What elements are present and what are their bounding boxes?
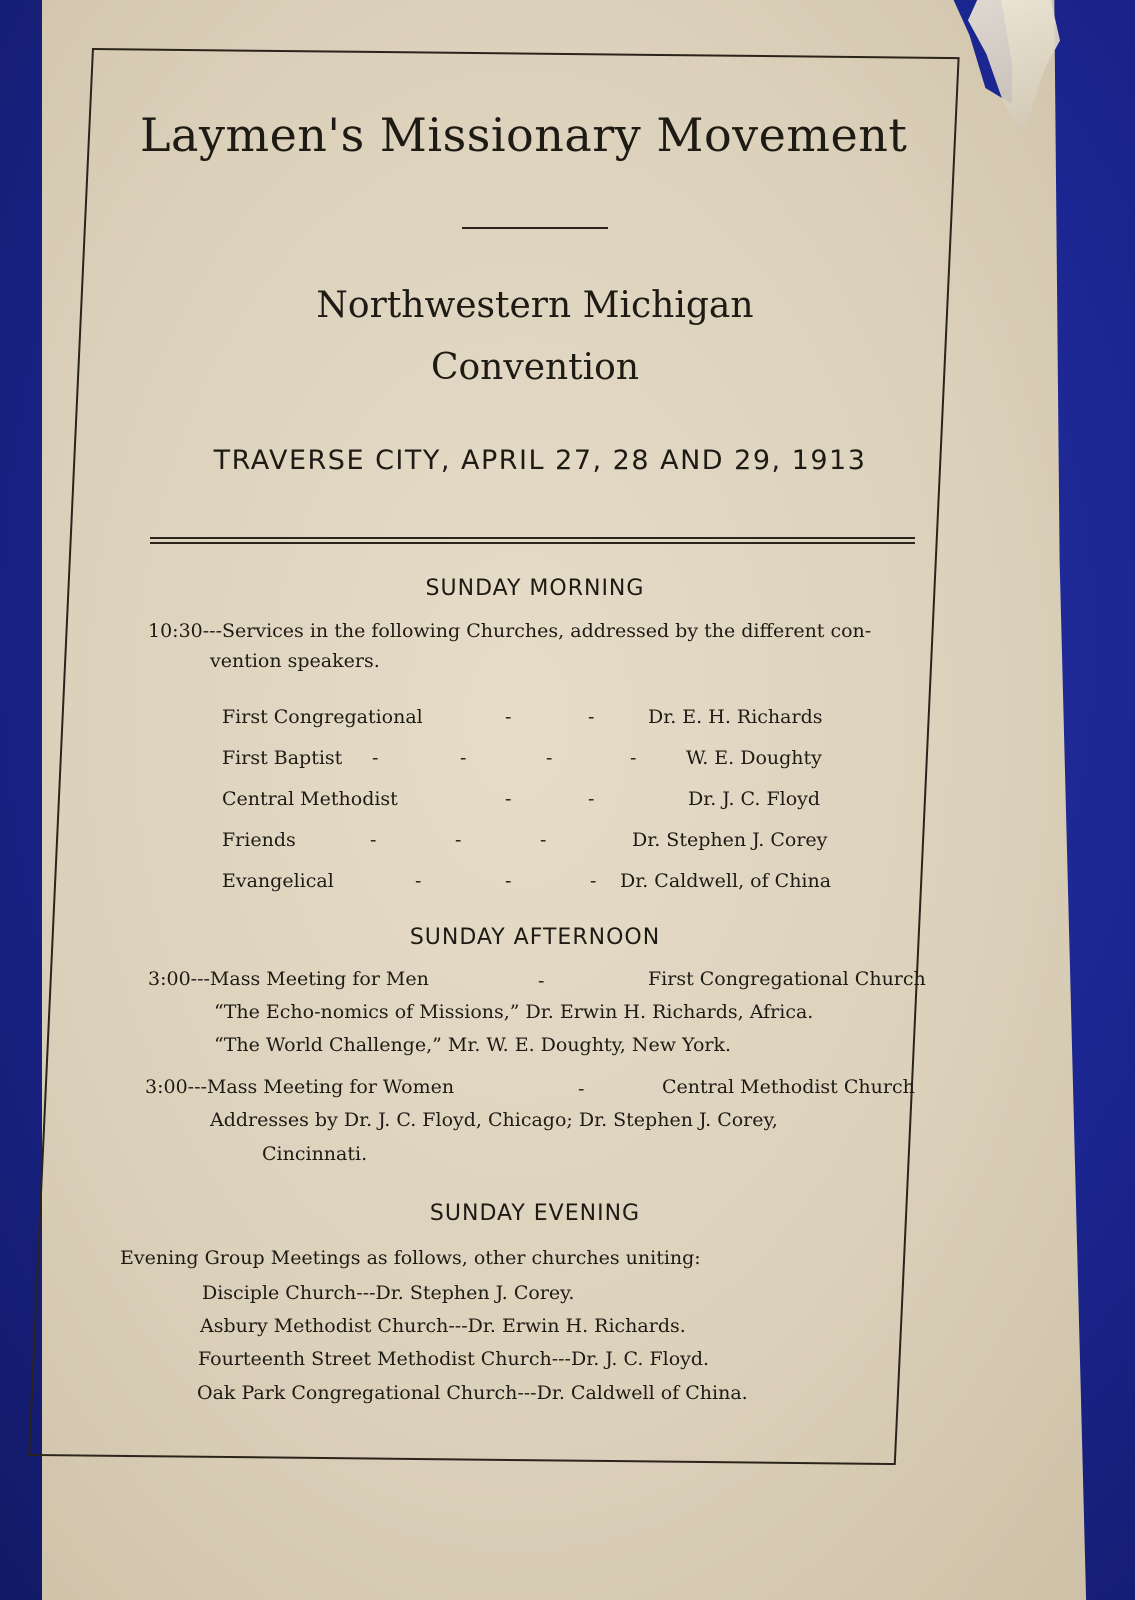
evening-intro: Evening Group Meetings as follows, other churches uniting:	[120, 1247, 701, 1269]
leader-dash: -	[415, 870, 422, 892]
title-divider	[462, 227, 608, 229]
leader-dash: -	[455, 829, 462, 851]
subtitle-line-1: Northwestern Michigan	[316, 285, 754, 326]
leader-dash: -	[578, 1078, 585, 1100]
church-speaker: Dr. Stephen J. Corey	[632, 829, 828, 851]
women-meeting-line: 3:00---Mass Meeting for Women	[145, 1076, 455, 1098]
leader-dash: -	[505, 706, 512, 728]
page-title: Laymen's Missionary Movement	[140, 108, 908, 162]
leader-dash: -	[630, 747, 637, 769]
church-name: Evangelical	[222, 870, 334, 892]
men-talk-1: “The Echo-nomics of Missions,” Dr. Erwin H. Richards, Africa.	[214, 1001, 814, 1023]
leader-dash: -	[538, 970, 545, 992]
header-double-divider	[150, 537, 915, 544]
evening-meeting: Fourteenth Street Methodist Church---Dr. J. C. Floyd.	[198, 1348, 710, 1370]
leader-dash: -	[588, 788, 595, 810]
evening-meeting: Asbury Methodist Church---Dr. Erwin H. Richards.	[200, 1315, 686, 1337]
men-meeting-location: First Congregational Church	[648, 968, 926, 990]
leader-dash: -	[372, 747, 379, 769]
event-dates: TRAVERSE CITY, APRIL 27, 28 AND 29, 1913	[213, 445, 867, 476]
leader-dash: -	[590, 870, 597, 892]
women-addresses: Addresses by Dr. J. C. Floyd, Chicago; Dr. Stephen J. Corey,	[210, 1109, 778, 1131]
sunday-evening-heading: SUNDAY EVENING	[429, 1201, 641, 1226]
subtitle-line-2: Convention	[430, 347, 640, 388]
sunday-morning-heading: SUNDAY MORNING	[425, 576, 645, 601]
church-speaker: Dr. Caldwell, of China	[620, 870, 832, 892]
church-name: First Congregational	[222, 706, 423, 728]
men-meeting-line: 3:00---Mass Meeting for Men	[148, 968, 429, 990]
church-name: Friends	[222, 829, 296, 851]
leader-dash: -	[588, 706, 595, 728]
leader-dash: -	[540, 829, 547, 851]
leader-dash: -	[546, 747, 553, 769]
leader-dash: -	[505, 788, 512, 810]
church-speaker: W. E. Doughty	[686, 747, 822, 769]
church-name: Central Methodist	[222, 788, 398, 810]
sunday-afternoon-heading: SUNDAY AFTERNOON	[409, 925, 661, 950]
evening-meeting: Oak Park Congregational Church---Dr. Caldwell of China.	[197, 1382, 748, 1404]
leader-dash: -	[505, 870, 512, 892]
church-speaker: Dr. E. H. Richards	[648, 706, 823, 728]
women-addresses-cont: Cincinnati.	[262, 1143, 368, 1165]
evening-meeting: Disciple Church---Dr. Stephen J. Corey.	[202, 1282, 575, 1304]
leader-dash: -	[460, 747, 467, 769]
church-name: First Baptist	[222, 747, 343, 769]
leader-dash: -	[370, 829, 377, 851]
church-speaker: Dr. J. C. Floyd	[688, 788, 821, 810]
morning-intro-line-2: vention speakers.	[210, 650, 380, 672]
morning-intro-line-1: 10:30---Services in the following Churches, addressed by the different con-	[148, 620, 872, 642]
men-talk-2: “The World Challenge,” Mr. W. E. Doughty, New York.	[214, 1034, 732, 1056]
women-meeting-location: Central Methodist Church	[662, 1076, 915, 1098]
